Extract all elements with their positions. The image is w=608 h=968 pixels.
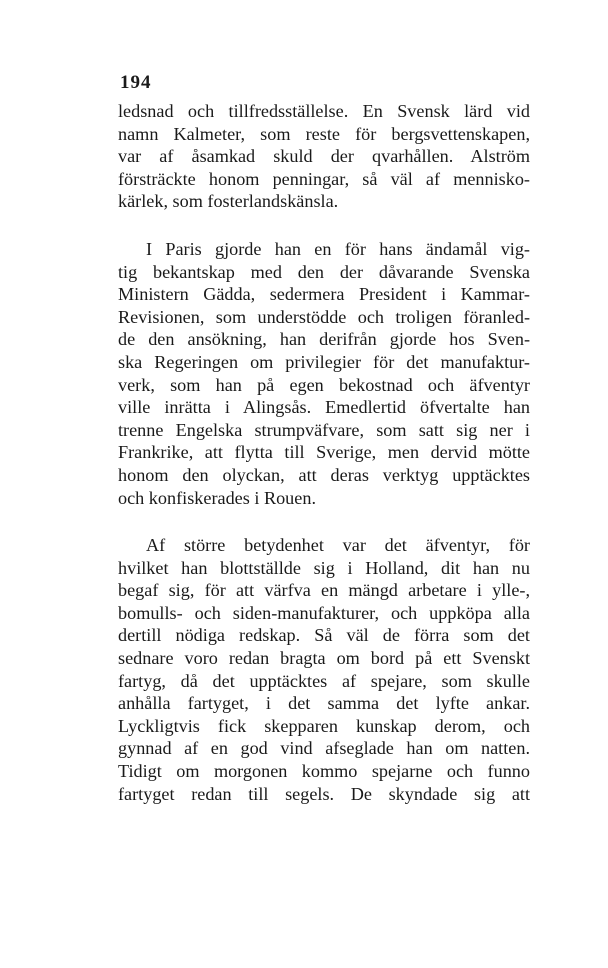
text-line: tig bekantskap med den der dåvarande Svenska bbox=[118, 261, 530, 282]
paragraph-3 bbox=[118, 534, 530, 805]
text-line: sednare voro redan bragta om bord på ett Svenskt bbox=[118, 648, 530, 669]
text-line: ville inrätta i Alingsås. Emedlertid öfvertalte han bbox=[118, 397, 530, 418]
text-line: var af åsamkad skuld der qvarhållen. Alström bbox=[118, 146, 530, 167]
text-line: begaf sig, för att värfva en mängd arbetare i ylle-, bbox=[118, 580, 530, 601]
paragraph-gap bbox=[118, 509, 530, 534]
text-line: Tidigt om morgonen kommo spejarne och funno bbox=[118, 761, 530, 782]
text-line: fartyg, då det upptäcktes af spejare, som skulle bbox=[118, 670, 530, 691]
text-line: de den ansökning, han derifrån gjorde hos Sven- bbox=[118, 329, 530, 350]
text-line: ska Regeringen om privilegier för det manufaktur- bbox=[118, 351, 530, 372]
paragraph-1 bbox=[118, 100, 530, 213]
text-line: hvilket han blottställde sig i Holland, dit han nu bbox=[118, 557, 530, 578]
paragraph-2 bbox=[118, 238, 530, 509]
text-line: bomulls- och siden-manufakturer, och uppköpa alla bbox=[118, 602, 530, 623]
text-line: honom den olyckan, att deras verktyg upptäcktes bbox=[118, 464, 530, 485]
text-line: kärlek, som fosterlandskänsla. bbox=[118, 191, 339, 212]
text-line: I Paris gjorde han en för hans ändamål vig- bbox=[146, 238, 530, 259]
text-line: anhålla fartyget, i det samma det lyfte ankar. bbox=[118, 693, 530, 714]
paragraph-gap bbox=[118, 213, 530, 238]
text-line: trenne Engelska strumpväfvare, som satt sig ner i bbox=[118, 419, 530, 440]
text-line: försträckte honom penningar, så väl af mennisko- bbox=[118, 168, 530, 189]
text-line: dertill nödiga redskap. Så väl de förra som det bbox=[118, 625, 530, 646]
body-text bbox=[118, 100, 530, 805]
page-number: 194 bbox=[120, 72, 152, 93]
text-line: namn Kalmeter, som reste för bergsvettenskapen, bbox=[118, 123, 530, 144]
text-line: Lyckligtvis fick skepparen kunskap derom, och bbox=[118, 715, 530, 736]
text-line: Frankrike, att flytta till Sverige, men dervid mötte bbox=[118, 442, 530, 463]
text-line: gynnad af en god vind afseglade han om natten. bbox=[118, 738, 530, 759]
text-line: fartyget redan till segels. De skyndade sig att bbox=[118, 783, 530, 804]
text-line: ledsnad och tillfredsställelse. En Svensk lärd vid bbox=[118, 101, 530, 121]
text-line: Revisionen, som understödde och troligen föranled- bbox=[118, 306, 530, 327]
text-line: och konfiskerades i Rouen. bbox=[118, 487, 316, 508]
text-line: Af större betydenhet var det äfventyr, för bbox=[146, 535, 530, 556]
text-line: verk, som han på egen bekostnad och äfventyr bbox=[118, 374, 530, 395]
text-line: Ministern Gädda, sedermera President i Kammar- bbox=[118, 284, 530, 305]
